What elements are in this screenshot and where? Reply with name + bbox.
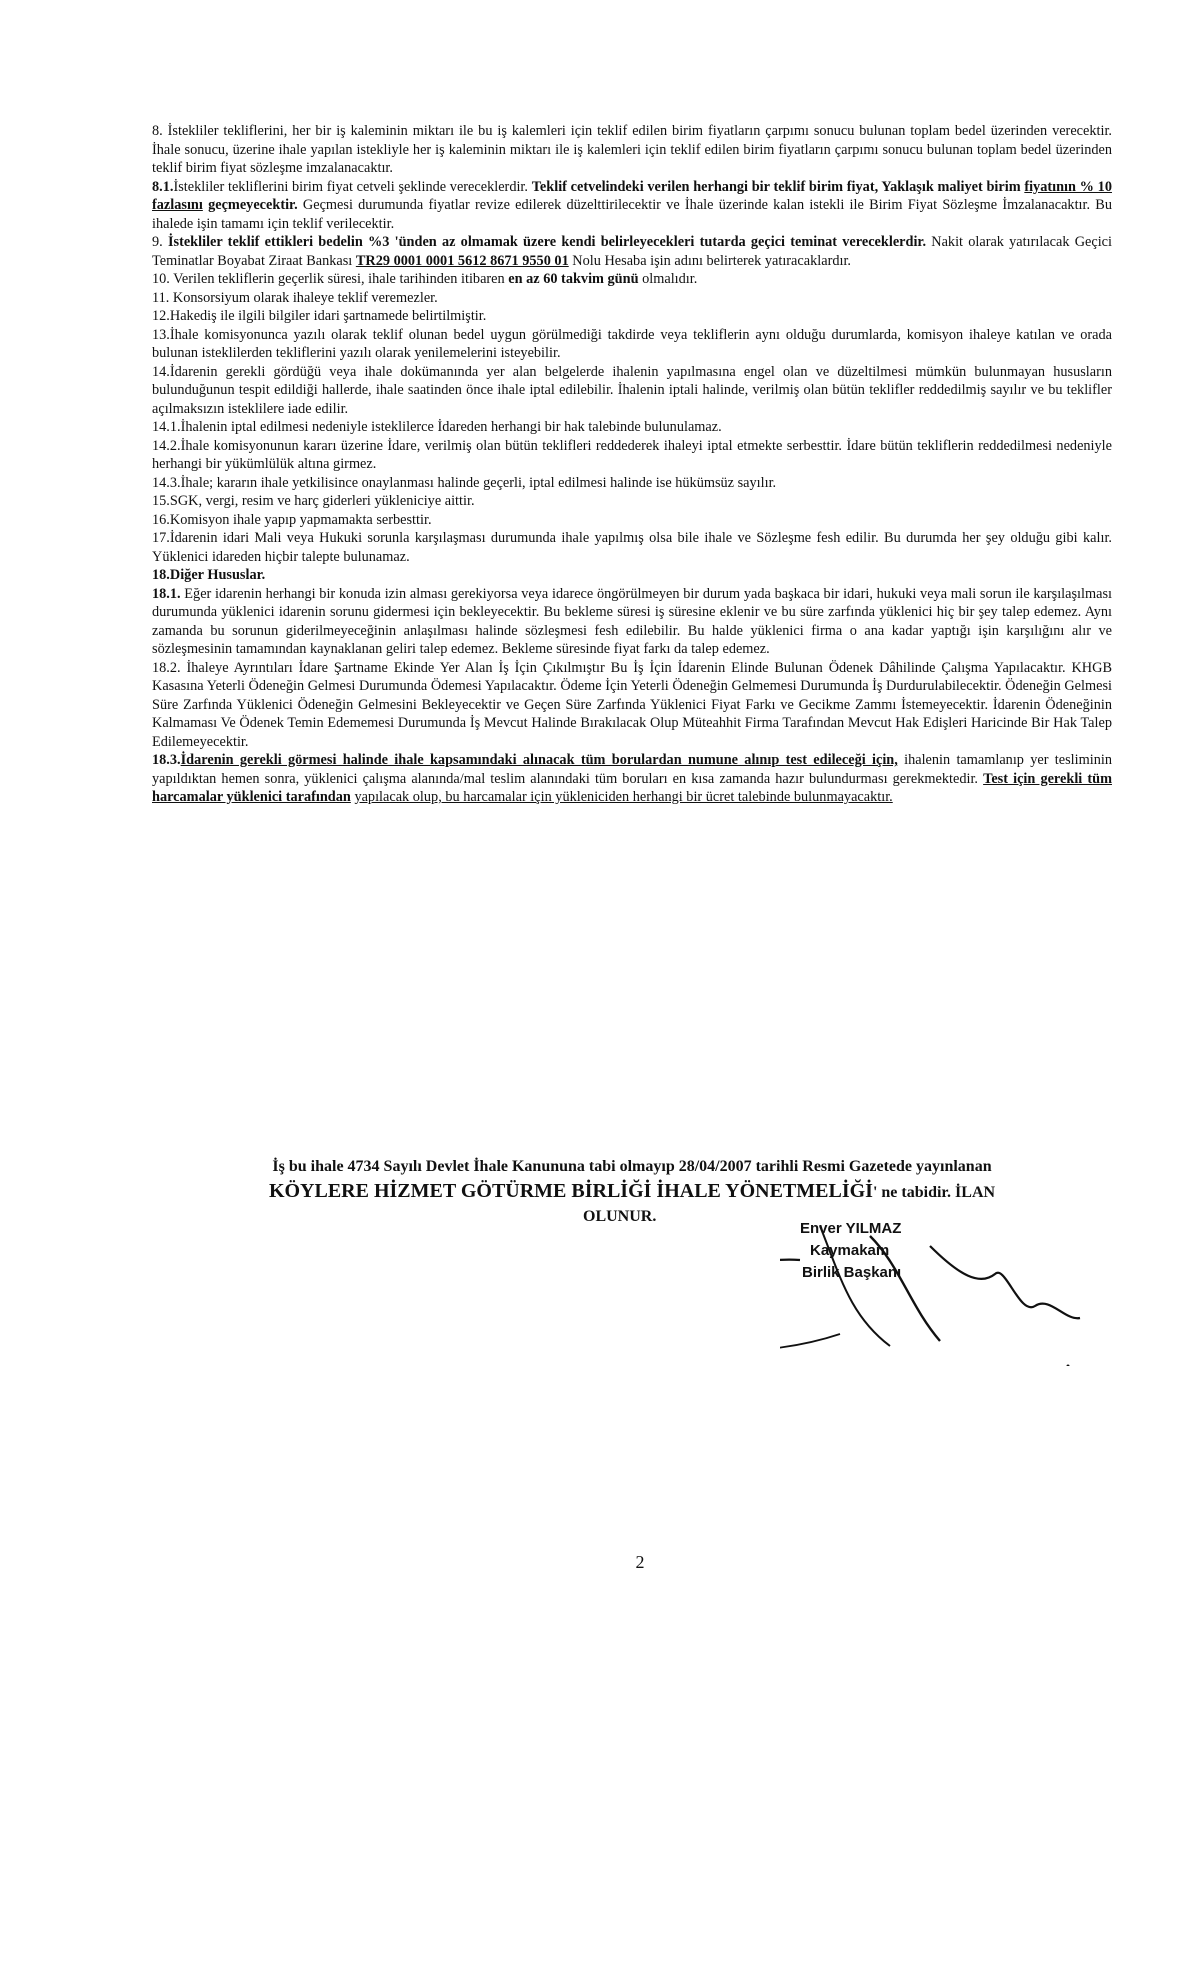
paragraph-text: en az 60 takvim günü	[508, 271, 639, 287]
paragraph-text: 18.Diğer Hususlar.	[152, 567, 266, 583]
paragraph	[152, 529, 1112, 566]
paragraph	[152, 659, 1112, 752]
paragraph-text: 8.1.	[152, 178, 174, 195]
paragraph-text: 15.SGK, vergi, resim ve harç giderleri yükleniciye aittir.	[152, 493, 475, 509]
closing-line-2-tail: ' ne tabidir. İLAN	[872, 1184, 996, 1201]
paragraph-text: olmalıdır.	[638, 271, 698, 287]
signature-drawing	[780, 1216, 1110, 1366]
signature-stamp	[780, 1216, 1010, 1356]
paragraph	[152, 585, 1112, 659]
paragraph-text: yapılacak olup, bu harcamalar için yükleniciden herhangi bir ücret talebinde bulunmayacaktır.	[354, 789, 893, 805]
paragraph-text: 9.	[152, 234, 168, 250]
stamp-title: Kaymakam	[810, 1242, 890, 1259]
paragraph	[152, 289, 1112, 308]
stamp-role: Birlik Başkanı	[802, 1264, 902, 1281]
paragraph-text: 8. İstekliler tekliflerini, her bir iş kaleminin miktarı ile bu iş kalemleri için teklif edilen birim fiyatların çarpımı sonucu bulunan toplam bedel üzerinden verecektir. İhale sonucu, üzerine ihale yapılan istekliyle her iş kaleminin miktarı ile iş kalemleri için teklif edilen birim fiyatların çarpımı sonucu bulunan toplam bedel üzerinden teklif birim fiyat sözleşme imzalanacaktır.	[152, 123, 1112, 176]
document-body	[152, 122, 1112, 807]
regulation-title: KÖYLERE HİZMET GÖTÜRME BİRLİĞİ İHALE YÖNETMELİĞİ	[268, 1180, 873, 1202]
paragraph-text: 16.Komisyon ihale yapıp yapmamakta serbesttir.	[152, 511, 432, 528]
paragraph-text: İstekliler teklif ettikleri bedelin %3 'ünden az olmamak üzere kendi belirleyecekleri tutarda geçici teminat vereceklerdir.	[167, 234, 927, 250]
paragraph-text: 14.3.İhale; kararın ihale yetkilisince onaylanması halinde geçerli, iptal edilmesi halinde ise hükümsüz sayılır.	[152, 474, 777, 491]
paragraph	[152, 492, 1112, 511]
paragraph	[152, 566, 1112, 585]
closing-line-2	[152, 1179, 1112, 1205]
paragraph-text: 18.3.	[152, 752, 181, 768]
paragraph-text: Geçmesi durumunda fiyatlar revize edilerek düzelttirilecektir ve İhale üzerinde kalan istekli ile Birim Fiyat Sözleşme İmzalanacaktır. Bu ihalede işin tamamı için teklif verilecektir.	[152, 197, 1112, 232]
paragraph-text: ihalenin tamamlanıp yer tesliminin yapıldıktan hemen sonra, yüklenici çalışma alanında/mal teslim alanındaki tüm boruları en kısa zamanda hazır bulundurması gerekmektedir.	[152, 752, 1112, 787]
paragraph-text: Teklif cetvelindeki verilen herhangi bir teklif birim fiyat, Yaklaşık maliyet birim	[531, 178, 1025, 195]
paragraph-text: geçmeyecektir.	[202, 197, 298, 213]
paragraph-text: Eğer idarenin herhangi bir konuda izin alması gerekiyorsa veya idarece öngörülmeyen bir durum yada başkaca bir idari, hukuki veya mali sorun ile karşılaşılması durumunda yüklenici idarenin sorunu gidermesi için bekleyecektir. Bu bekleme süresi iş süresine eklenir ve bu süre zarfında yüklenici hiç bir şey talep edemez. Aynı zamanda bu sorunun giderilmeyeceğinin anlaşılması halinde sözleşmesi fesh edilebilir. Bu halde yüklenici firma o ana kadar yaptığı işin karşılığını alır ve sözleşmesinin tamamından kaynaklanan geliri talep edemez. Bekleme süresinde fiyat farkı da talep edemez.	[152, 585, 1112, 657]
paragraph	[152, 418, 1112, 437]
paragraph-text: 18.2. İhaleye Ayrıntıları İdare Şartname Ekinde Yer Alan İş İçin Çıkılmıştır Bu İş İçin İdarenin Elinde Bulunan Ödenek Dâhilinde Çalışma Yapılacaktır. KHGB Kasasına Yeterli Ödeneğin Gelmesi Durumunda Ödemesi Yapılacaktır. Ödeme İçin Yeterli Ödeneğin Gelmemesi Durumunda İş Durdurulabilecektir. Ödeneğin Gelmesi Süre Zarfında Yüklenici Ödeneğin Gelmesini Bekleyecektir ve Geçen Süre Zarfında Yüklenici Fiyat Farkı ve Gecikme Zammı İstemeyecektir. İdarenin Ödeneğinin Kalmaması Ve Ödenek Temin Edememesi Durumunda İş Mevcut Halinde Bırakılacak Olup Müteahhit Firma Tarafından Mevcut Hak Edişleri Haricinde Bir Hak Talep Edilemeyecektir.	[152, 659, 1112, 750]
page-number: 2	[635, 1552, 645, 1572]
paragraph	[152, 437, 1112, 474]
paragraph-text: TR29 0001 0001 5612 8671 9550 01	[355, 252, 569, 269]
paragraph	[152, 307, 1112, 326]
paragraph-text: 17.İdarenin idari Mali veya Hukuki sorunla karşılaşması durumunda ihale yapılmış olsa bile ihale ve Sözleşme fesh edilir. Bu durumda her şey olduğu gibi kalır. Yüklenici idareden hiçbir talepte bulunamaz.	[152, 530, 1112, 565]
paragraph	[152, 363, 1112, 419]
stamp-name: Enver YILMAZ	[800, 1220, 902, 1237]
paragraph	[152, 474, 1112, 493]
paragraph-text: 11. Konsorsiyum olarak ihaleye teklif veremezler.	[152, 289, 438, 306]
paragraph-text: 14.İdarenin gerekli gördüğü veya ihale dokümanında yer alan belgelerde ihalenin yapılmasına engel olan ve düzeltilmesi mümkün bulunmayan hususların bulunduğunun tespit edildiği hallerde, ihale saatinden önce ihale iptal edilebilir. İhalenin iptali halinde, verilmiş olan bütün teklifler reddedilmiş sayılır ve bu teklifler açılmaksızın isteklilere iade edilir.	[152, 363, 1112, 417]
paragraph-text: fiyatının % 10 fazlasını	[152, 178, 1112, 213]
paragraph-text: 14.2.İhale komisyonunun kararı üzerine İdare, verilmiş olan bütün teklifleri reddederek ihaleyi iptal etmekte serbesttir. İdare bütün tekliflerin reddedilmesi nedeniyle herhangi bir yükümlülük altına girmez.	[152, 437, 1112, 472]
paragraph-text: Test için gerekli tüm harcamalar yüklenici tarafından	[152, 770, 1112, 805]
closing-line-1: İş bu ihale 4734 Sayılı Devlet İhale Kanununa tabi olmayıp 28/04/2007 tarihli Resmi Gazetede yayınlanan	[272, 1158, 992, 1175]
paragraph	[152, 178, 1112, 234]
paragraph	[152, 233, 1112, 270]
paragraph-text: Nakit olarak yatırılacak Geçici Teminatlar Boyabat Ziraat Bankası	[152, 234, 1112, 269]
paragraph-text: İdarenin gerekli görmesi halinde ihale kapsamındaki alınacak tüm borulardan numune alınıp test edileceği için,	[180, 752, 898, 768]
paragraph-text: 14.1.İhalenin iptal edilmesi nedeniyle isteklilerce İdareden herhangi bir hak talebinde bulunulamaz.	[152, 419, 722, 435]
paragraph	[152, 122, 1112, 178]
paragraph-text: 18.1.	[152, 585, 181, 602]
closing-line-3: OLUNUR.	[583, 1208, 657, 1225]
paragraph	[152, 270, 1112, 289]
paragraph	[152, 326, 1112, 363]
paragraph-text: 10. Verilen tekliflerin geçerlik süresi, ihale tarihinden itibaren	[152, 271, 509, 287]
paragraph	[152, 511, 1112, 530]
paragraph	[152, 751, 1112, 807]
paragraph-text: Nolu Hesaba işin adını belirterek yatıracaklardır.	[568, 252, 851, 269]
paragraph-text: 13.İhale komisyonunca yazılı olarak teklif olunan bedel uygun görülmediği takdirde veya tekliflerin aynı olduğu durumlarda, komisyon ihaleye katılan ve orada bulunan isteklilerden tekliflerini yazılı olarak yenilemelerini isteyebilir.	[152, 326, 1112, 361]
paragraph-text: İstekliler tekliflerini birim fiyat cetveli şeklinde vereceklerdir.	[173, 178, 532, 195]
paragraph-text: 12.Hakediş ile ilgili bilgiler idari şartnamede belirtilmiştir.	[152, 308, 487, 324]
